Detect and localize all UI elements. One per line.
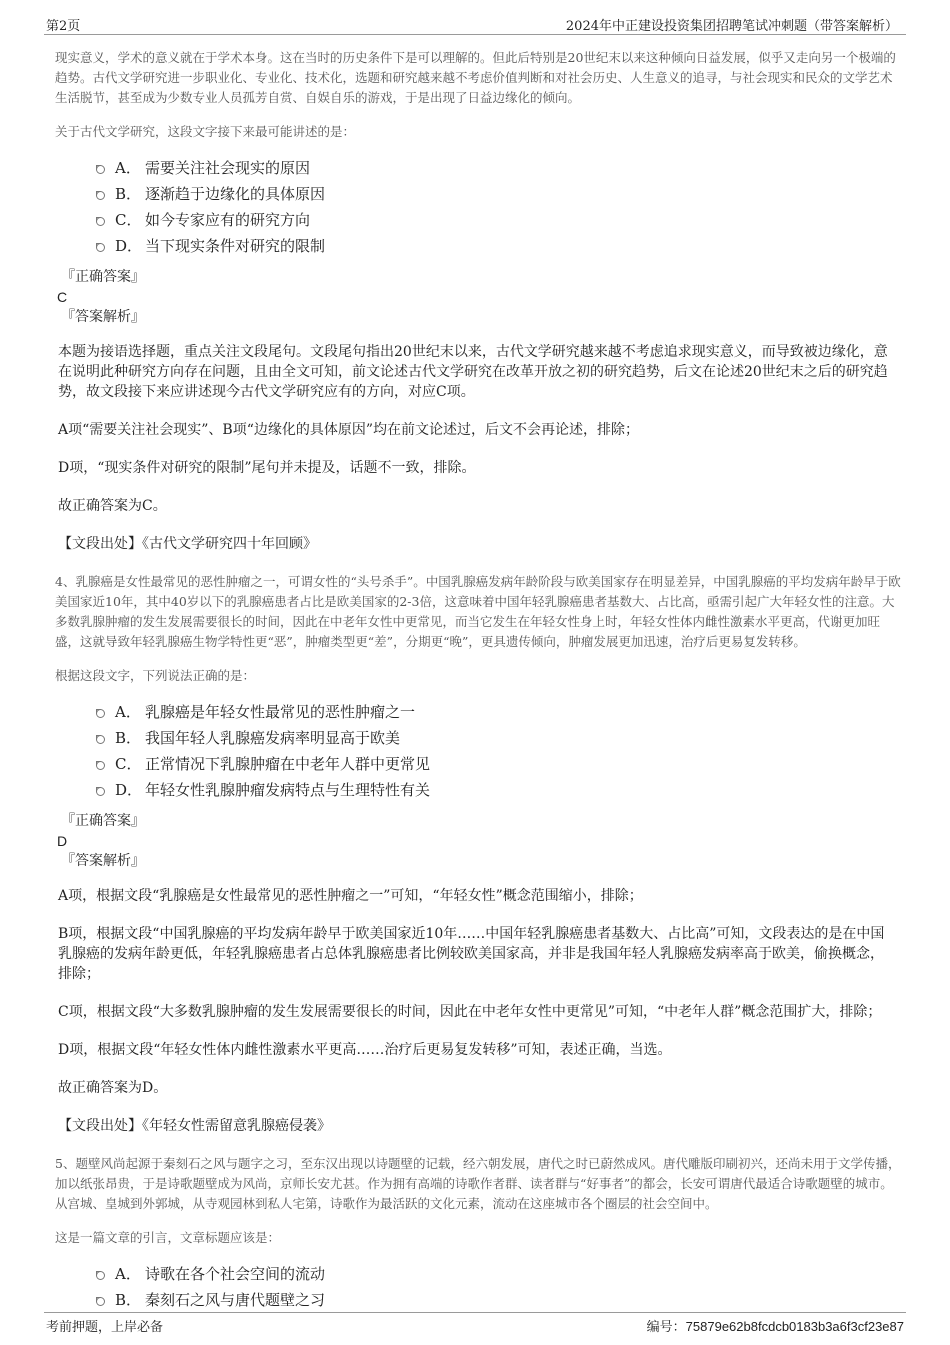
radio-button[interactable] [96,243,105,252]
q4-analysis-4: D项，根据文段“年轻女性体内雌性激素水平更高……治疗后更易复发转移”可知，表述正确，当选。 [58,1042,672,1058]
q5-options [55,1262,903,1314]
radio-button[interactable] [96,1271,105,1280]
q3-analysis-label: 『答案解析』 [61,309,145,325]
document-title: 2024年中正建设投资集团招聘笔试冲刺题（带答案解析） [565,19,898,34]
q3-analysis-3: D项，“现实条件对研究的限制”尾句并未提及，话题不一致，排除。 [58,460,476,476]
page-header [44,12,906,35]
radio-button[interactable] [96,787,105,796]
q4-option-d[interactable]: D． 年轻女性乳腺肿瘤发病特点与生理特性有关 [55,778,903,804]
q3-option-a[interactable]: A． 需要关注社会现实的原因 [55,156,903,182]
q4-passage: 4、乳腺癌是女性最常见的恶性肿瘤之一，可谓女性的“头号杀手”。中国乳腺癌发病年龄阶段与欧美国家存在明显差异，中国乳腺癌的平均发病年龄早于欧美国家近10年，其中40岁以下的乳腺癌患者占比是欧美国家的2-3倍，这意味着中国年轻乳腺癌患者基数大、占比高，亟需引起广大年轻女性的注意。大多数乳腺肿瘤的发生发展需要很长的时间，因此在中老年女性中更常见，而当它发生在年轻女性身上时，年轻女性体内雌性激素水平更高，代谢更加旺盛，这就导致年轻乳腺癌生物学特性更“恶”，肿瘤类型更“差”，分期更“晚”，更具遗传倾向，肿瘤发展更加迅速，治疗后更易复发转移。 [55,574,901,649]
q3-analysis-1: 本题为接语选择题，重点关注文段尾句。文段尾句指出20世纪末以来，古代文学研究越来越不考虑追求现实意义，而导致被边缘化，意在说明此种研究方向存在问题，且由全文可知，前文论述古代文学研究在改革开放之初的研究趋势，后文在论述20世纪末之后的研究趋势，故文段接下来应讲述现今古代文学研究应有的方向，对应C项。 [58,344,888,400]
radio-button[interactable] [96,1297,105,1306]
q4-analysis-3: C项，根据文段“大多数乳腺肿瘤的发生发展需要很长的时间，因此在中老年女性中更常见”可知，“中老年人群”概念范围扩大，排除； [58,1004,882,1020]
radio-button[interactable] [96,217,105,226]
page-footer [44,1312,906,1341]
document-code: 编号：75879e62b8fcdcb0183b3a6f3cf23e87 [646,1319,904,1335]
radio-button[interactable] [96,761,105,770]
q5-option-a[interactable]: A． 诗歌在各个社会空间的流动 [55,1262,903,1288]
q4-option-c[interactable]: C． 正常情况下乳腺肿瘤在中老年人群中更常见 [55,752,903,778]
q3-answer-label: 『正确答案』 [61,269,145,285]
q4-answer-label: 『正确答案』 [61,813,145,829]
radio-button[interactable] [96,191,105,200]
q4-analysis-2: B项，根据文段“中国乳腺癌的平均发病年龄早于欧美国家近10年……中国年轻乳腺癌患者基数大、占比高”可知，文段表达的是在中国乳腺癌的发病年龄更低，年轻乳腺癌患者占总体乳腺癌患者比例较欧美国家高，并非是我国年轻人乳腺癌发病率高于欧美，偷换概念，排除； [58,926,885,982]
q4-source: 【文段出处】《年轻女性需留意乳腺癌侵袭》 [58,1118,331,1134]
q4-analysis-label: 『答案解析』 [61,853,145,869]
page-content [55,48,903,1320]
radio-button[interactable] [96,165,105,174]
radio-button[interactable] [96,735,105,744]
q4-option-b[interactable]: B． 我国年轻人乳腺癌发病率明显高于欧美 [55,726,903,752]
q4-options [55,700,903,804]
q3-answer: C [57,289,68,305]
q3-option-c[interactable]: C． 如今专家应有的研究方向 [55,208,903,234]
page-number: 第2页 [46,19,81,34]
q5-passage: 5、题壁风尚起源于秦刻石之风与题字之习，至东汉出现以诗题壁的记载，经六朝发展，唐代之时已蔚然成风。唐代雕版印刷初兴，还尚未用于文学传播，加以纸张昂贵，于是诗歌题壁成为风尚，京师长安尤甚。作为拥有高端的诗歌作者群、读者群与“好事者”的都会，长安可谓唐代最适合诗歌题壁的城市。从宫城、皇城到外郭城，从寺观园林到私人宅第，诗歌作为最活跃的文化元素，流动在这座城市各个圈层的社会空间中。 [55,1156,901,1211]
q3-passage: 现实意义，学术的意义就在于学术本身。这在当时的历史条件下是可以理解的。但此后特别是20世纪末以来这种倾向日益发展，似乎又走向另一个极端的趋势。古代文学研究进一步职业化、专业化、技术化，选题和研究越来越不考虑价值判断和对社会历史、人生意义的追寻，与社会现实和民众的文学艺术生活脱节，甚至成为少数专业人员孤芳自赏、自娱自乐的游戏，于是出现了日益边缘化的倾向。 [55,50,896,105]
q3-analysis-4: 故正确答案为C。 [58,498,167,514]
q4-analysis-1: A项，根据文段“乳腺癌是女性最常见的恶性肿瘤之一”可知，“年轻女性”概念范围缩小，排除； [58,888,643,904]
q3-source: 【文段出处】《古代文学研究四十年回顾》 [58,536,317,552]
q4-answer: D [57,833,68,849]
q3-option-b[interactable]: B． 逐渐趋于边缘化的具体原因 [55,182,903,208]
q3-analysis-2: A项“需要关注社会现实”、B项“边缘化的具体原因”均在前文论述过，后文不会再论述，排除； [58,422,640,438]
q5-option-b[interactable]: B． 秦刻石之风与唐代题壁之习 [55,1288,903,1314]
q4-analysis-5: 故正确答案为D。 [58,1080,168,1096]
q3-options [55,156,903,260]
q3-option-d[interactable]: D． 当下现实条件对研究的限制 [55,234,903,260]
q5-question: 这是一篇文章的引言，文章标题应该是： [55,1230,281,1245]
radio-button[interactable] [96,709,105,718]
footer-slogan: 考前押题，上岸必备 [46,1320,164,1335]
q4-option-a[interactable]: A． 乳腺癌是年轻女性最常见的恶性肿瘤之一 [55,700,903,726]
q3-question: 关于古代文学研究，这段文字接下来最可能讲述的是： [55,124,356,139]
q4-question: 根据这段文字，下列说法正确的是： [55,668,256,683]
